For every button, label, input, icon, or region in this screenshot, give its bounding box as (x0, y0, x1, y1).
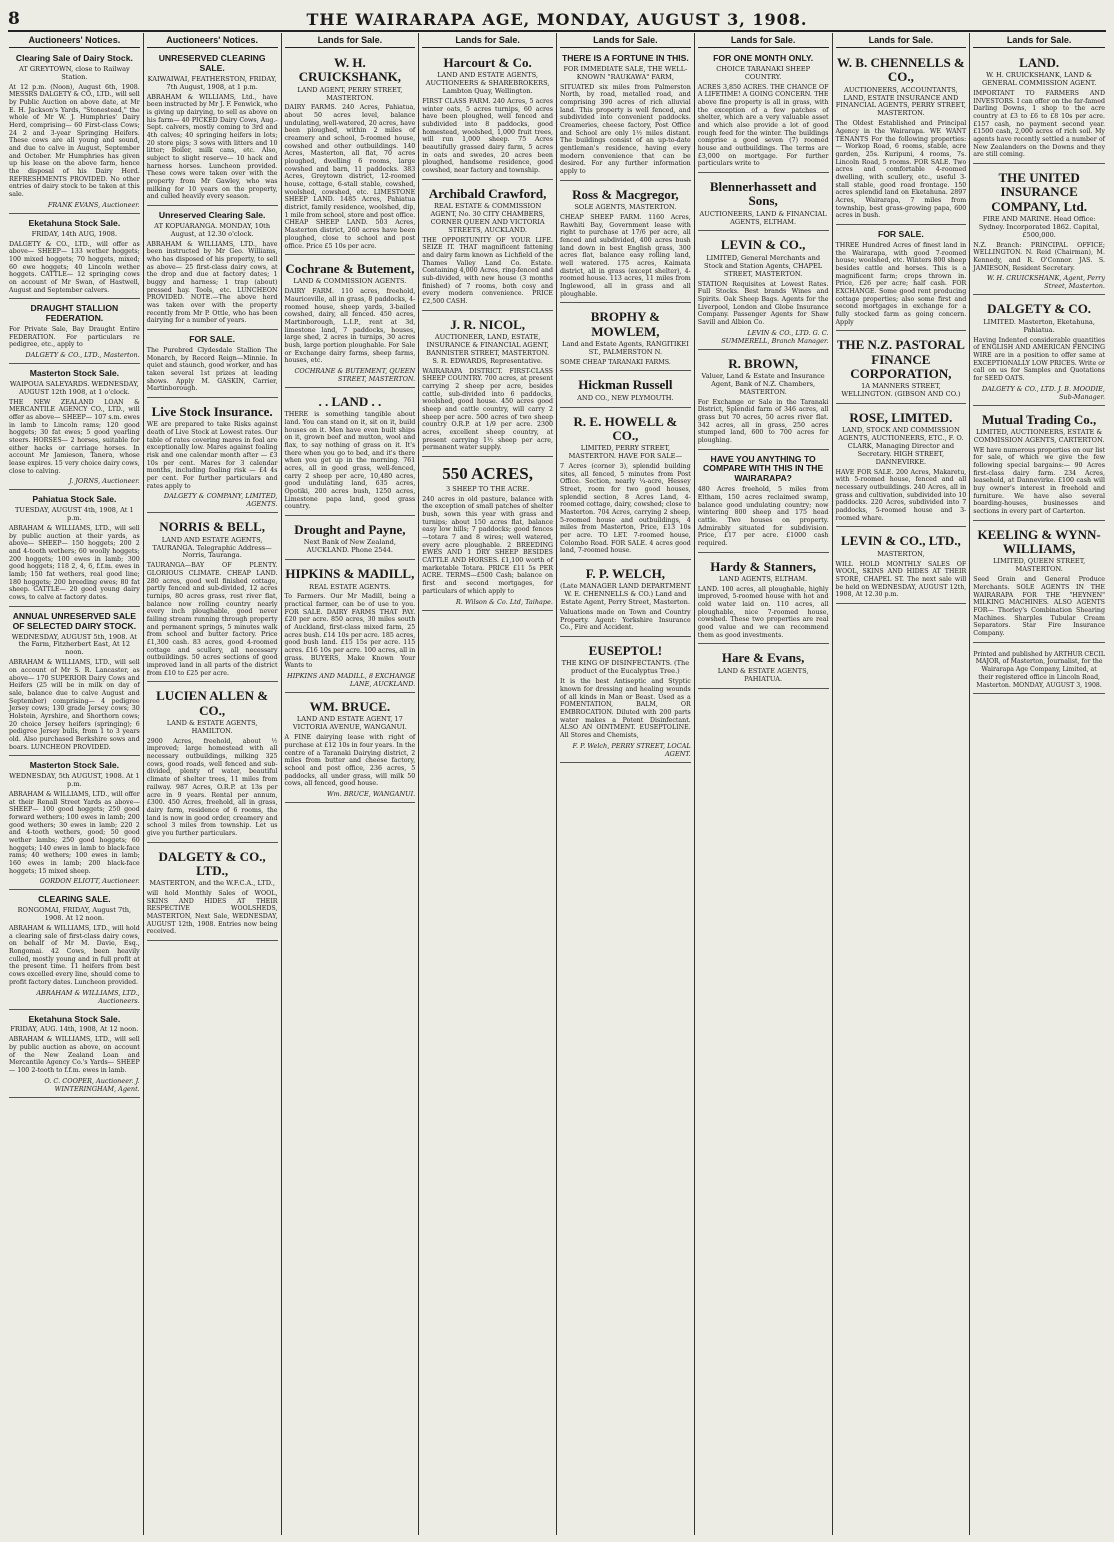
ad-subtitle: TUESDAY, AUGUST 4th, 1908, At 1 p.m. (14, 506, 134, 523)
ad-subtitle: W. H. CRUICKSHANK, LAND & GENERAL COMMISSION AGENT. (981, 71, 1097, 88)
ad-signature: R. Wilson & Co. Ltd, Taihape. (455, 597, 553, 606)
ad-subtitle: REAL ESTATE & COMMISSION AGENT, No. 30 CITY CHAMBERS, CORNER QUEEN AND VICTORIA STREETS, AUCKLAND. (430, 202, 545, 234)
ad-title: KEELING & WYNN-WILLIAMS, (977, 526, 1101, 557)
ad-subtitle: LAND AGENT, PERRY STREET, MASTERTON. (297, 85, 403, 102)
ad-subtitle: CHOICE TARANAKI SHEEP COUNTRY. (716, 64, 811, 81)
ad-title: Cochrane & Butement, (285, 261, 415, 277)
ad-body: CHEAP SHEEP FARM. 1160 Acres, Rawhiti Bay, Government lease with right to purchase at 17/6 per acre, all fenced and subdivided, 400 acres bush land down in best English grass, 300 acres flat, balance easy rolling land, well watered. 175 acres, Kaimata district, all in grass (except shelter), 4-roomed house. 113 acres, 11 miles from Inglewood, all in grass and all ploughable. (560, 213, 691, 298)
advertisement (973, 523, 1105, 643)
ad-signature: Wm. BRUCE, WANGANUI. (326, 789, 416, 798)
ad-title: Drought and Payne, (294, 522, 406, 538)
ad-subtitle: THE KING OF DISINFECTANTS. (The product of the Eucalyptus Tree.) (561, 659, 690, 676)
ad-title: BROPHY & MOWLEM, (590, 309, 660, 339)
ad-subtitle: KAIWAIWAI, FEATHERSTON, FRIDAY, 7th August, 1908, at 1 p.m. (147, 74, 277, 91)
advertisement (698, 233, 829, 349)
ad-title: Blennerhassett and Sons, (709, 179, 817, 209)
advertisement (9, 892, 140, 1009)
ad-body: DALGETY & CO., LTD., will offer as above— SHEEP— 133 wether hoggets; 100 mixed hoggets; 70 hoggets, mixed; 60 ewe hoggets; 40 Lincoln wether hoggets. CATTLE— 12 springing cows on account of Mr Swan, of Hastwell, August and September calvers. (9, 240, 140, 294)
advertisement (9, 301, 140, 364)
ad-title: THE N.Z. PASTORAL FINANCE CORPORATION, (836, 337, 965, 381)
ad-body: ABRAHAM & WILLIAMS, LTD., will offer at their Renall Street Yards as above— SHEEP— 100 good hoggets; 250 good forward wethers; 100 ewes in lamb; 200 good wethers; 30 ewes in lamb; 220 2 and 4-tooth wethers, good; 50 good wether lambs; 250 good hoggets; 60 hoggets; 140 ewes in lamb to black-face rams; 40 wethers; 100 ewes in lamb; 160 ewes in lamb; 200 black-face hoggets; 15 mixed sheep. (9, 791, 140, 875)
ad-body: ACRES 3,850 ACRES. THE CHANCE OF A LIFETIME! A GOING CONCERN. THE above fine property is all in grass, with the exception of a few patches of shelter, which are a very valuable asset and which also provide a lot of good rough feed for the winter. The buildings comprise a good seven (7) roomed house and outbuildings. The terms are £3,000 on mortgage. For further particulars write to (697, 83, 829, 168)
ad-title: Ross & Macgregor, (572, 186, 679, 202)
ad-body: SOME CHEAP TARANAKI FARMS. (560, 358, 671, 366)
ad-body: ABRAHAM & WILLIAMS, LTD., will sell on account of Mr S. R. Lancaster, as above— 170 SUPERIOR Dairy Cows and Heifers (25 will be in milk on day of sale, balance due to calve August and September) comprising— 4 pedigree Jersey cows; 130 grade Jersey cows; 30 Holstein, Ayrshire, and Shorthorn cows; 20 choice Jersey heifers (springing); 6 pedigree Jersey bulls, from 1 to 3 years old. Also purchased Berkshire sows and boars. LUNCHEON PROVIDED. (9, 659, 140, 751)
ad-heading: Masterton Stock Sale. (29, 368, 120, 379)
ad-heading: Pahiatua Stock Sale. (32, 494, 117, 505)
ad-signature: W. H. CRUICKSHANK, Agent, Perry Street, Masterton. (986, 274, 1105, 291)
advertisement (836, 51, 967, 225)
advertisement (422, 182, 553, 311)
ad-body: THE NEW ZEALAND LOAN & MERCANTILE AGENCY CO., LTD., will offer as above— SHEEP— 107 s.m. ewes in lamb to Lincoln rams; 120 good hoggets; 30 fat ewes; 5 good yearling steers. HORSES— 2 horses, suitable for either hacks or carriage horses. In account Mr Jamieson, Tanera, whose lease expires. 15 very choice dairy cows, close to calving. (9, 398, 140, 475)
ad-subtitle: WEDNESDAY, AUGUST 5th, 1908. At the Farm, Fitzherbert East, At 12 noon. (11, 632, 137, 657)
advertisement (285, 257, 416, 388)
column-header: Lands for Sale. (422, 33, 553, 48)
ad-subtitle: LAND, STOCK AND COMMISSION AGENTS, AUCTIONEERS, ETC., F. O. CLARK, Managing Director and Secretary. HIGH STREET, DANNEVIRKE. (838, 426, 964, 466)
ad-body: N.Z. Branch: PRINCIPAL OFFICE; WELLINGTON. N. Reid (Chairman), M. Kennedy, and R. O'Connor. JAS. S. JAMIESON, Resident Secretary. (973, 241, 1105, 272)
ad-signature: DALGETY & CO., LTD. J. B. MOODIE, Sub-Manager. (981, 384, 1105, 401)
ad-subtitle: WAIPOUA SALEYARDS. WEDNESDAY, AUGUST 12th 1908, at 1 o'clock. (9, 379, 139, 396)
ad-body: IMPORTANT TO FARMERS AND INVESTORS. I can offer on the far-famed Darling Downs, 1 shop to the acre country at £3 to £6 to £8 10s per acre. £157 cash, no payment second year. £1500 cash, 2,000 acres of rich soil. My agents have recently settled a number of New Zealanders on the Downs and they are still coming. (973, 90, 1105, 159)
ad-signature: DALGETY & COMPANY, LIMITED, AGENTS. (163, 492, 278, 509)
ad-heading: THERE IS A FORTUNE IN THIS. (561, 53, 689, 63)
advertisement (9, 758, 140, 890)
ad-subtitle: LAND AND ESTATE AGENT, 17 VICTORIA AVENUE, WANGANUI. (292, 715, 407, 732)
ad-subtitle: LIMITED, PERRY STREET, MASTERTON. HAVE FOR SALE— (568, 444, 683, 461)
ad-body: WE have numerous properties on our list for sale, of which we give the few following special bargains:— 90 Acres first-class dairy farm. 234 Acres, leasehold, at Dannevirke. £100 cash will buy owner's interest in freehold and furniture. We have also several boarding-houses, businesses and sections in every part of Carterton. (973, 446, 1105, 516)
ad-body: DAIRY FARMS. 240 Acres, Pahiatua, about 50 acres level, balance undulating, well-watered, 20 acres, have been ploughed, within 2 miles of creamery and school, 5-roomed house, cowshed and other outbuildings. 140 Acres, Masterton, all flat, 70 acres ploughed, dwelling 6 rooms, large cowshed and barn, 11 paddocks. 383 Acres, Greytown district, 12-roomed house, cottage, 6-stall stable, cowshed, woolshed, cowshed, etc. LIMESTONE SHEEP LAND. 1485 Acres, Pahiatua district, family residence, woolshed, dip, 1 mile from school, store and post office. CHEAP SHEEP LAND. 503 Acres, Masterton district, 260 acres have been ploughed, close to school and post office. Price £5 10s per acre. (284, 104, 416, 250)
advertisement (9, 492, 140, 606)
advertisement (560, 410, 691, 560)
page-number: 8 (8, 9, 20, 29)
ad-subtitle: FOR IMMEDIATE SALE, THE WELL-KNOWN "RAUKAWA" FARM, (563, 64, 688, 81)
advertisement (147, 332, 278, 398)
advertisement (560, 373, 691, 407)
ad-subtitle: LAND & ESTATE AGENTS, PAHIATUA. (717, 666, 809, 683)
column-3 (282, 33, 420, 1535)
ad-body: At 12 p.m. (Noon), August 6th, 1908. MESSRS DALGETY & CO., LTD., will sell by Public Auction on above date, at Mr E. H. Jackson's Yards, "Stonestead," the whole of Mr W. J. Humphries' Dairy Herd, comprising— 60 First-class Cows; 24 2 and 3-year Springing Heifers. These cows are all young and sound, and due to calve in August, September and October. Mr Humphries has given up his lease on the above farm, hence the disposal of his Dairy Herd. REFRESHMENTS PROVIDED. No other entries of dairy stock to be taken at this sale. (9, 83, 140, 199)
ad-body: ABRAHAM & WILLIAMS, LTD., have been instructed by Mr Geo. Williams, who has disposed of his property, to sell as above— 25 first-class dairy cows, at the drop and due at factory dates; 1 buggy and harness; 1 trap (about) pressed hay. Tools, etc. LUNCHEON PROVIDED. NOTE.—The above herd was taken over with the property recently from Mr P. Ottle, who has been dairying for a number of years. (146, 240, 278, 325)
advertisement (698, 175, 829, 231)
column-8 (970, 33, 1108, 1535)
advertisement (285, 518, 416, 560)
ad-heading: Masterton Stock Sale. (29, 760, 120, 771)
ad-body: STATION Requisites at Lowest Rates. Full Stocks. Best brands Wines and Spirits. Oak Sheep Bags. Agents for the Liverpool, London and Globe Insurance Company. Passenger Agents for Shaw Savill and Albion Co. (697, 280, 829, 326)
ad-subtitle: (Late MANAGER LAND DEPARTMENT W. E. CHENNELLS & CO.) Land and Estate Agent, Perry Street, Masterton. (560, 582, 691, 607)
advertisement (836, 227, 967, 331)
advertisement (9, 51, 140, 214)
column-7 (833, 33, 971, 1535)
ad-subtitle: LAND & COMMISSION AGENTS. (293, 277, 407, 286)
advertisement (285, 51, 416, 255)
ad-title: EUSEPTOL! (588, 643, 663, 659)
column-5 (557, 33, 695, 1535)
ad-title: W. H. CRUICKSHANK, (298, 55, 401, 85)
advertisement (698, 452, 829, 553)
ad-subtitle: AT GREYTOWN, close to Railway Station. (18, 64, 130, 81)
ad-title: Live Stock Insurance. (151, 403, 273, 419)
ad-subtitle: 1A MANNERS STREET, WELLINGTON. (GIBSON AND CO.) (841, 382, 961, 399)
column-header: Lands for Sale. (698, 33, 829, 48)
ad-title: NORRIS & BELL, (159, 519, 266, 535)
advertisement (422, 459, 553, 610)
advertisement (836, 529, 967, 604)
ad-body: SITUATED six miles from Palmerston North, by road, metalled road, and comprising 390 acres of rich alluvial land. This property is well fenced, and subdivided into convenient paddocks. Creameries, cheese factory, Post Office and School are only 1½ miles distant. The buildings consist of an up-to-date gentleman's residence, having every modern convenience that can be desired. For any further information apply to (560, 83, 691, 176)
imprint: Printed and published by ARTHUR CECIL MAJOR, of Masterton, Journalist, for the Wairarapa Age Company, Limited, at their registered office in Lincoln Road, Masterton. MONDAY, AUGUST 3, 1908. (973, 650, 1105, 689)
ad-body: The Oldest Established and Principal Agency in the Wairarapa. WE WANT TENANTS For the following properties:— Workop Road, 6 rooms, stable, acre garden, 25s. Kuripuni, 4 rooms, 7s. Lincoln Road, 5 rooms. FOR SALE. Two acres and comfortable 4-roomed dwelling, with scullery, etc., useful 3-stall stable, good road frontage. 150 acres splendid land on Eketahuna. 2897 Acres, Wairarapa, 7 miles from township, best grass-growing papa, 600 acres in bush. (835, 120, 967, 220)
ad-title: Hickman Russell (578, 377, 673, 393)
column-header: Auctioneers' Notices. (9, 33, 140, 48)
ad-subtitle: MASTERTON, and the W.F.C.A., LTD., (149, 879, 275, 888)
ad-body: ABRAHAM & WILLIAMS, LTD., will sell by public auction at their yards, as above— SHEEP— 150 hoggets; 200 2 and 4-tooth wethers; 60 woolly hoggets; 200 hoggets; 100 ewes in lamb; 300 good hoggets; 118 2, 4, 6, f.f.m. ewes in lamb; 150 fat wethers, real good line; 180 hoggets; 200 breeding ewes; 80 fat sheep. CATTLE— 20 good young dairy cows, to calve at factory dates. (9, 525, 140, 602)
ad-body: Seed Grain and General Produce Merchants. SOLE AGENTS IN THE WAIRARAPA FOR THE "HEYNEN" MILKING MACHINES. ALSO AGENTS FOR— Thorley's Combination Shearing Machines. Sharples Tubular Cream Separators. Star Fire Insurance Company. (973, 576, 1105, 637)
ad-signature: O. C. COOPER, Auctioneer. J. WINTERINGHAM, Agent. (44, 1076, 140, 1093)
ad-subtitle: LIMITED. Masterton, Eketahuna, Pahiatua. (983, 317, 1095, 334)
ad-title: LEVIN & CO., LTD., (840, 533, 961, 549)
column-header: Auctioneers' Notices. (147, 33, 278, 48)
ad-subtitle: LAND & ESTATE AGENTS, HAMILTON. (166, 718, 258, 735)
advertisement (698, 352, 829, 450)
ad-body: THE OPPORTUNITY OF YOUR LIFE. SEIZE IT. THAT magnificent fattening and dairy farm known as Lichfield of the Thames Valley Land Co. Estate. Containing 4,000 Acres, ring-fenced and sub-divided, with new house (3 months finished) of 7 rooms, both cosy and every modern convenience. PRICE £2,500 CASH. (422, 236, 553, 306)
ad-signature: HIPKINS AND MADILL, 8 EXCHANGE LANE, AUCKLAND. (287, 672, 416, 689)
ad-body: Having Indented considerable quantities of ENGLISH AND AMERICAN FENCING WIRE are in a position to offer same at EXCEPTIONALLY LOW PRICES. Write or call on us for Samples and Quotations for SEED OATS. (973, 336, 1105, 382)
ad-body: THERE is something tangible about land. You can stand on it, sit on it, build houses on it. Men have even built ships on it, grown beef and mutton, wool and flax, to say nothing of grass on it. It's there when you go to bed, and it's there when you get up in the morning. 761 acres, all in good grass, well-fenced, carry 2 sheep per acre, 10,480 acres, good undulating land, 635 acres, Opotiki, 200 acres bush, 1250 acres, Limestone papa land, good grass country. (284, 411, 416, 511)
advertisement (973, 166, 1105, 295)
advertisement (147, 515, 278, 682)
ad-body: WILL HOLD MONTHLY SALES OF WOOL, SKINS AND HIDES AT THEIR STORE, CHAPEL ST. The next sale will be held on WEDNESDAY, AUGUST 12th, 1908, At 12.30 p.m. (835, 560, 967, 599)
ad-heading: FOR SALE. (189, 334, 236, 345)
advertisement (285, 695, 416, 803)
advertisement (973, 408, 1105, 521)
column-header: Lands for Sale. (836, 33, 967, 48)
advertisement (973, 297, 1105, 405)
ad-signature: DALGETY & CO., LTD., Masterton. (25, 351, 140, 360)
advertisement (560, 562, 691, 637)
ad-title: ROSE, LIMITED. (849, 409, 953, 425)
ad-subtitle: WEDNESDAY, 5th AUGUST, 1908. At 1 p.m. (9, 772, 140, 789)
advertisement (9, 609, 140, 757)
ad-subtitle: AND CO., NEW PLYMOUTH. (577, 393, 674, 402)
ad-subtitle: REAL ESTATE AGENTS. (309, 582, 391, 591)
ad-subtitle: AUCTIONEERS, LAND & FINANCIAL AGENTS, ELTHAM. (699, 209, 827, 226)
ad-heading: UNRESERVED CLEARING SALE. (158, 53, 266, 73)
ad-body: ABRAHAM & WILLIAMS, LTD., will sell by public auction as above, on account of the New Zealand Loan and Mercantile Agency Co.'s Yards— SHEEP— 100 2-tooth to f.f.m. ewes in lamb. (9, 1036, 140, 1074)
ad-body: ABRAHAM & WILLIAMS, LTD., will hold a clearing sale of first-class dairy cows, on behalf of Mr M. Davie, Esq., Rongomai. 42 Cows, been heavily culled, mostly young and in full profit at the present time. 11 heifers from best cows excelled every line, should come to profit factory dates. Luncheon provided. (9, 925, 140, 986)
advertisement (560, 183, 691, 304)
ad-title: HIPKINS & MADILL, (285, 566, 415, 582)
ad-subtitle: RONGOMAI, FRIDAY, August 7th, 1908. At 12 noon. (17, 906, 132, 923)
ad-title: W. B. CHENNELLS & CO., (837, 55, 965, 85)
advertisement (422, 51, 553, 180)
column-4 (419, 33, 557, 1535)
ad-subtitle: FRIDAY, 14th AUG, 1908. (31, 229, 118, 238)
ad-signature: J. JORNS, Auctioneer. (69, 477, 140, 486)
ad-title: R. E. HOWELL & CO., (573, 413, 678, 443)
ad-heading: DRAUGHT STALLION FEDERATION. (30, 303, 119, 324)
masthead (8, 8, 1106, 32)
ad-body: TAURANGA—BAY OF PLENTY. GLORIOUS CLIMATE. CHEAP LAND. 280 acres, good well finished cottage, partly fenced and sub-divided, 12 acres turnips, 80 acres grass, rest river flat, balance now rolling country nearly every inch ploughable, good never failing stream running through property and permanent springs, 5 minutes walk from school and butter factory. Price £1,300 cash. 83 acres, good 4-roomed cottage and scullery, all necessary outbuildings. 50 acres sections of good improved land in all parts of the district from £10 to £25 per acre. (146, 562, 278, 677)
ad-subtitle: AUCTIONEERS, ACCOUNTANTS, LAND, ESTATE INSURANCE AND FINANCIAL AGENTS, PERRY STREET, MASTERTON. (835, 85, 967, 118)
ad-title: LAND. (1019, 55, 1060, 70)
ad-subtitle: SOLE AGENTS, MASTERTON. (574, 203, 677, 212)
ad-subtitle: LIMITED, AUCTIONEERS, ESTATE & COMMISSION AGENTS, CARTERTON. (973, 427, 1105, 444)
ad-title: Harcourt & Co. (443, 55, 532, 70)
ad-body: Valuations made on Town and Country Property. Agent: Yorkshire Insurance Co., Fire and Accident. (560, 609, 691, 632)
ad-heading: CLEARING SALE. (38, 894, 111, 905)
ad-subtitle: LAND AND ESTATE AGENTS, AUCTIONEERS & SHAREBROKERS, Lambton Quay, Wellington. (425, 71, 550, 96)
ad-heading: ANNUAL UNRESERVED SALE OF SELECTED DAIRY STOCK. (12, 610, 137, 631)
ad-body: THREE Hundred Acres of finest land in the Wairarapa, with good 7-roomed house; woolshed, etc. Winters 800 sheep besides cattle and horses. This is a magnificent farm; crops thrown in. Price, £26 per acre; half cash. FOR EXCHANGE. Some good rent producing cottage properties; also some first and second mortgages in exchange for a fully stocked farm as going concern. Apply (835, 241, 967, 326)
advertisement (9, 216, 140, 299)
ad-title: Archibald Crawford, (428, 185, 547, 201)
ad-heading: Eketahuna Stock Sale. (28, 1013, 121, 1024)
ad-heading: Unreserved Clearing Sale. (158, 209, 266, 220)
column-2 (144, 33, 282, 1535)
ad-body: 7 Acres (corner 3), splendid building sites, all fenced, 5 minutes from Post Office. Section, nearly ¼-acre, Hessey Street, room for two good houses, splendid section, 8 Acres Land, 4-roomed cottage, dairy, cowshed; close to Masterton. 704 Acres, carrying 2 sheep, 5-roomed house and outbuildings, 4 miles from Masterton, Price, £13 10s per acre. TO LET. 7-roomed house, Colombo Road. FOR SALE. 4 acres good land, 7-roomed house. (560, 463, 691, 555)
ad-title: LEVIN & CO., (720, 237, 806, 253)
ad-subtitle: FIRE AND MARINE. Head Office: Sydney. Incorporated 1862. Capital, £500,000. (978, 215, 1100, 239)
advertisement (147, 845, 278, 942)
ad-body: The Purebred Clydesdale Stallion The Monarch, by Record Reign—Minnie. In quiet and staunch, good worker, and has taken several 1st prizes at leading shows. Apply M. GASKIN, Carrier, Martinborough. (146, 346, 278, 393)
advertisement (698, 646, 829, 688)
ad-subtitle: Land and Estate Agents, RANGITIKEI ST., PALMERSTON N. (561, 339, 689, 356)
ad-body: 240 acres in old pasture, balance with the exception of small patches of shelter bush, sown this year with grass and turnips; about 150 acres flat, balance easy low hills; 7 paddocks; good fences—totara 7 and 8 wires; well watered, every acre ploughable. 2 BREEDING EWES AND 1 DRY SHEEP BESIDES CATTLE AND HORSES. £1,100 worth of marketable Totara. PRICE £11 5s PER ACRE. TERMS—£500 Cash; balance on first and second mortgages, for particulars of which apply to (422, 495, 553, 595)
ad-subtitle: 3 SHEEP TO THE ACRE. (445, 484, 530, 493)
column-header: Lands for Sale. (285, 33, 416, 48)
ad-subtitle: Next Bank of New Zealand, AUCKLAND. Phone 2544. (303, 538, 396, 555)
column-6 (695, 33, 833, 1535)
ad-subtitle: AT KOPUARANGA. MONDAY, 10th August, at 12.30 o'clock. (154, 221, 271, 238)
advertisement (560, 639, 691, 762)
ad-title: THE UNITED INSURANCE COMPANY, Ltd. (991, 170, 1087, 214)
advertisement (147, 208, 278, 330)
advertisement (422, 313, 553, 457)
ad-subtitle: LAND AND ESTATE AGENTS, TAURANGA. Telegraphic Address—Norris, Tauranga. (152, 535, 272, 560)
advertisement (285, 390, 416, 516)
advertisement (560, 305, 691, 371)
ad-body: For Exchange or Sale in the Taranaki District, Splendid farm of 346 acres, all grass but 70 acres, 50 acres river flat. 342 acres, all in grass, 250 acres stumped land, 600 to 700 acres for ploughing. (697, 398, 829, 444)
ad-body: HAVE FOR SALE. 200 Acres, Makaretu, with 5-roomed house, fenced and all necessary outbuildings. 240 Acres, all in grass and cultivation, subdivided into 10 paddocks. 220 Acres, subdivided into 7 paddocks, 5-roomed house and 3-roomed whare. (835, 468, 967, 522)
ad-body: 480 Acres freehold, 5 miles from Eltham, 150 acres reclaimed swamp, balance good undulating country; now wintering 800 sheep and 175 head cattle. Two houses on property. Admirably situated for subdivision. Price, £17 per acre. £1000 cash required. (697, 486, 829, 547)
ad-heading: FOR ONE MONTH ONLY. (713, 53, 814, 63)
ad-body: ABRAHAM & WILLIAMS, Ltd., have been instructed by Mr J. F. Fenwick, who is giving up dairying, to sell as above on his farm— 40 PICKED Dairy Cows, Aug.-Sept. calvers, mostly coming to 3rd and 4th calves; 40 springing heifers in lots; 20 store pigs; 3 sows with litters and 10 litter; Boiler, milk cans, etc. Also, subject to slight reserve— 10 hack and harness horses. Luncheon provided. These cows were taken over with the property from Mr Gawley, who was milking for 10 years on the property, and culled heavily every season. (146, 93, 278, 201)
ad-heading: FOR SALE. (877, 228, 924, 239)
advertisement (836, 406, 967, 528)
column-header: Lands for Sale. (973, 33, 1105, 48)
advertisement (147, 684, 278, 842)
ad-body: will hold Monthly Sales of WOOL, SKINS AND HIDES AT THEIR RESPECTIVE WOOLSHEDS, MASTERTON, Next Sale, WEDNESDAY, AUGUST 12th, 1908. Entries now being received. (146, 890, 278, 936)
advertisement (9, 366, 140, 490)
ad-title: Mutual Trading Co., (981, 411, 1097, 427)
advertisement (698, 51, 829, 173)
newspaper-title: THE WAIRARAPA AGE, MONDAY, AUGUST 3, 1908. (306, 9, 808, 29)
ad-body: It is the best Antiseptic and Styptic known for dressing and healing wounds of all kinds in Man or Beast. Used as a FOMENTATION, BALM, OR EMBROCATION. Diluted with 200 parts water makes a Potent Disinfectant. ALSO AN OINTMENT. EUSEPTOLINE. All Stores and Chemists, (560, 678, 691, 739)
ad-signature: LEVIN & CO., LTD. G. C. SUMMERELL, Branch Manager. (721, 328, 829, 345)
ad-body: 2900 Acres, freehold, about ½ improved; large homestead with all necessary outbuildings, milking 325 cows, good roads, well fenced and sub-divided, plenty of water, beautiful climate of shelter trees, 11 miles from railway. 987 Acres, O.R.P. at 13s per acre in 9 years. Rental per annum, £300. 450 Acres, freehold, all in grass, dairy farm, residence of 6 rooms, the land is now in good order, creamery and school 3 miles from township. Let us give you further particulars. (146, 737, 278, 837)
ad-subtitle: AUCTIONEER, LAND, ESTATE, INSURANCE & FINANCIAL AGENT, BANNISTER STREET, MASTERTON. S. R. EDWARDS, Representative. (426, 333, 550, 365)
ad-signature: FRANK EVANS, Auctioneer. (47, 200, 140, 209)
ad-title: F. P. WELCH, (585, 566, 666, 582)
ad-subtitle: LAND AGENTS, ELTHAM. (719, 574, 808, 583)
advertisement (147, 400, 278, 513)
ad-body: FIRST CLASS FARM. 240 Acres, 5 acres winter oats, 5 acres turnips, 60 acres have been ploughed, well fenced and subdivided into 8 paddocks, good homestead, woolshed, 1,000 fruit trees, will run 1,000 sheep. 75 Acres beautifully grassed dairy farm, 5 acres in oats and swedes, 20 acres been ploughed, handsome residence, good cowshed, near factory and township. (422, 98, 553, 175)
ad-body: WAIRARAPA DISTRICT. FIRST-CLASS SHEEP COUNTRY. 700 acres, at present carrying 2 sheep per acre, besides cattle, sub-divided into 6 paddocks, woolshed, good house. 450 acres good sheep and cattle country, will carry 2 sheep per acre. 500 acres of two sheep country O.R.P. at 1/9 per acre. 2300 acres, excellent sheep country, at present carrying 1½ sheep per acre, permanent water supply. (422, 367, 553, 452)
column-header: Lands for Sale. (560, 33, 691, 48)
advertisement (973, 645, 1105, 695)
ad-title: . . LAND . . (318, 394, 382, 410)
column-1 (6, 33, 144, 1535)
advertisement (836, 333, 967, 404)
advertisement (9, 1012, 140, 1098)
ad-signature: F. P. Welch, PERRY STREET, LOCAL AGENT. (572, 741, 691, 758)
ad-title-large: 550 ACRES, (442, 464, 533, 484)
ad-title: R. BROWN, (728, 355, 798, 371)
ad-subtitle: MASTERTON, (877, 549, 925, 558)
ad-title: LUCIEN ALLEN & CO., (156, 688, 269, 718)
ad-subtitle: LIMITED, General Merchants and Stock and Station Agents, CHAPEL STREET, MASTERTON. (704, 253, 823, 278)
ad-title: Hardy & Stanners, (710, 558, 817, 574)
ad-signature: COCHRANE & BUTEMENT, QUEEN STREET, MASTERTON. (294, 367, 416, 384)
ad-subtitle: FRIDAY, AUG. 14th, 1908, At 12 noon. (10, 1025, 139, 1034)
ad-heading: Clearing Sale of Dairy Stock. (15, 53, 133, 63)
ad-subtitle: LIMITED, QUEEN STREET, MASTERTON. (992, 557, 1086, 574)
ad-body: WE are prepared to take Risks against death of Live Stock at Lowest rates. Our table of rates covering mares in foal are exceptionally low. Mares against foaling risk and one calendar month after — £3 10s per cent. Mares for 3 calendar months, including foaling risk — £4 4s per cent. For further particulars and rates apply to (146, 421, 278, 490)
ad-body: DAIRY FARM. 110 acres, freehold, Mauriceville, all in grass, 8 paddocks, 4-roomed house, sheep yards, 3-bailed cowshed, dairy, all fenced. 450 acres, Martinborough, L.I.P., rent at 3d, limestone land, 7 paddocks, houses, large shed, 2 acres in turnips, 30 acres bush, large portion ploughable. For Sale or Exchange dairy farms, sheep farms, houses, etc. (284, 288, 416, 365)
ad-signature: GORDON ELIOTT, Auctioneer. (39, 877, 140, 886)
ad-body: A FINE dairying lease with right of purchase at £12 10s in four years. In the centre of a Taranaki Dairying district, 2 miles from butter and cheese factory, school and post office, 236 acres, 5 paddocks, all under grass, will milk 50 cows, all fenced, good house. (284, 734, 416, 788)
ad-title: Hare & Evans, (721, 650, 805, 666)
ad-title: DALGETY & CO., LTD., (158, 848, 266, 878)
ad-heading: Eketahuna Stock Sale. (28, 217, 121, 228)
ad-title: J. R. NICOL, (450, 316, 525, 332)
ad-heading: HAVE YOU ANYTHING TO COMPARE WITH THIS IN THE WAIRARAPA? (703, 453, 824, 484)
columns-container (6, 33, 1108, 1535)
advertisement (698, 555, 829, 645)
ad-body: LAND. 100 acres, all ploughable, highly improved, 5-roomed house with hot and cold water laid on. 110 acres, all ploughable, nice 7-roomed house, cowshed. These two properties are real good value and we can recommend them as good investments. (697, 585, 829, 639)
advertisement (285, 562, 416, 693)
advertisement (560, 51, 691, 181)
ad-subtitle: Valuer, Land & Estate and Insurance Agent, Bank of N.Z. Chambers, MASTERTON. (701, 371, 825, 396)
ad-body: For Private Sale, Bay Draught Entire FEDERATION. For particulars re pedigree, etc., apply to (9, 326, 140, 349)
ad-title: WM. BRUCE. (309, 699, 391, 715)
advertisement (147, 51, 278, 206)
ad-title: DALGETY & CO. (987, 301, 1092, 317)
ad-signature: ABRAHAM & WILLIAMS, LTD., Auctioneers. (36, 988, 140, 1005)
ad-body: To Farmers. Our Mr Madill, being a practical farmer, can be of use to you. FOR SALE. DAIRY FARMS THAT PAY. £20 per acre. 850 acres, 30 miles south of Auckland, first-class mixed farm, 25 acres bush. £14 10s per acre. 185 acres, good bush land. £15 15s per acre. 115 acres. £16 10s per acre. 100 acres, all in grass. BUYERS, Make Known Your Wants to (284, 593, 416, 670)
advertisement (973, 51, 1105, 164)
